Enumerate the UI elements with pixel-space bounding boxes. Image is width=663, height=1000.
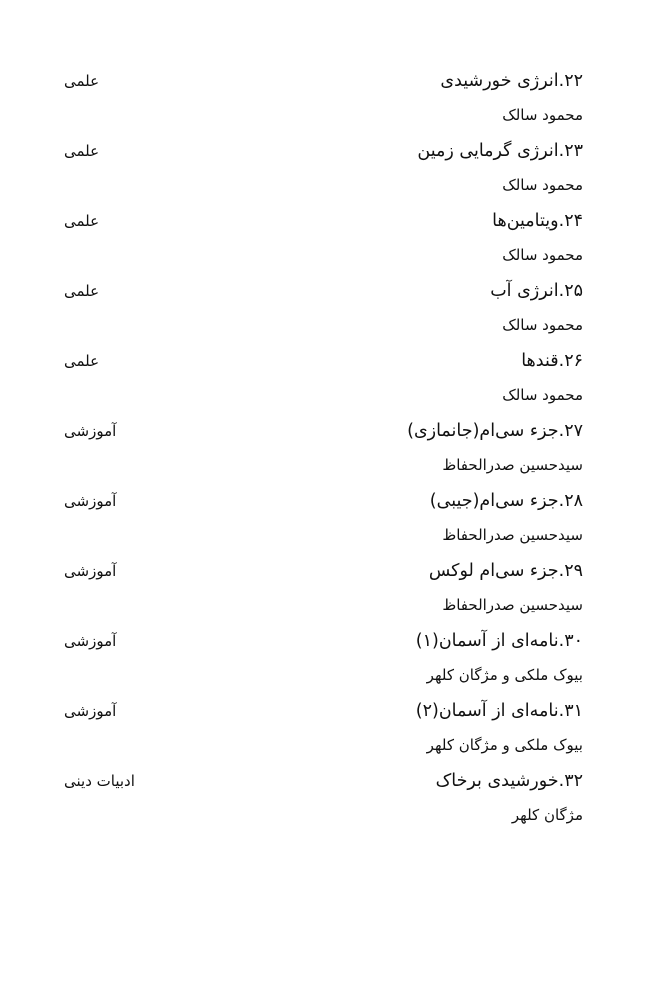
book-title: ۳۰.نامه‌ای از آسمان(۱) xyxy=(415,631,583,651)
book-author: محمود سالک xyxy=(502,386,583,404)
book-category: آموزشی xyxy=(64,562,117,580)
book-category: آموزشی xyxy=(64,492,117,510)
book-title: ۳۱.نامه‌ای از آسمان(۲) xyxy=(415,701,583,721)
book-category: آموزشی xyxy=(64,422,117,440)
book-category: علمی xyxy=(64,72,100,90)
book-entry xyxy=(0,134,663,204)
book-category: علمی xyxy=(64,212,100,230)
book-title: ۲۲.انرژی خورشیدی xyxy=(440,71,583,91)
book-category: ادبیات دینی xyxy=(64,772,135,790)
book-author: بیوک ملکی و مژگان کلهر xyxy=(426,736,583,754)
book-author: سیدحسین صدرالحفاظ xyxy=(442,456,583,474)
book-category: علمی xyxy=(64,352,100,370)
book-entry xyxy=(0,554,663,624)
book-author: بیوک ملکی و مژگان کلهر xyxy=(426,666,583,684)
book-category: آموزشی xyxy=(64,632,117,650)
book-entry xyxy=(0,484,663,554)
book-title: ۲۸.جزء سی‌ام(جیبی) xyxy=(429,491,583,511)
book-entry xyxy=(0,694,663,764)
book-title: ۲۹.جزء سی‌ام لوکس xyxy=(428,561,583,581)
book-title: ۲۶.قندها xyxy=(521,351,583,371)
book-author: مژگان کلهر xyxy=(511,806,583,824)
book-entry xyxy=(0,204,663,274)
book-author: محمود سالک xyxy=(502,176,583,194)
book-title: ۲۴.ویتامین‌ها xyxy=(492,211,583,231)
book-entry xyxy=(0,64,663,134)
book-entry xyxy=(0,624,663,694)
book-author: محمود سالک xyxy=(502,246,583,264)
book-title: ۲۵.انرژی آب xyxy=(490,281,583,301)
book-category: آموزشی xyxy=(64,702,117,720)
book-author: سیدحسین صدرالحفاظ xyxy=(442,526,583,544)
book-category: علمی xyxy=(64,282,100,300)
book-entry xyxy=(0,414,663,484)
book-entry xyxy=(0,344,663,414)
book-title: ۲۳.انرژی گرمایی زمین xyxy=(417,141,583,161)
book-entry xyxy=(0,764,663,834)
book-title: ۳۲.خورشیدی برخاک xyxy=(435,771,583,791)
book-author: محمود سالک xyxy=(502,316,583,334)
book-title: ۲۷.جزء سی‌ام(جانمازی) xyxy=(407,421,583,441)
book-author: محمود سالک xyxy=(502,106,583,124)
book-author: سیدحسین صدرالحفاظ xyxy=(442,596,583,614)
book-list xyxy=(0,64,663,834)
book-entry xyxy=(0,274,663,344)
book-category: علمی xyxy=(64,142,100,160)
